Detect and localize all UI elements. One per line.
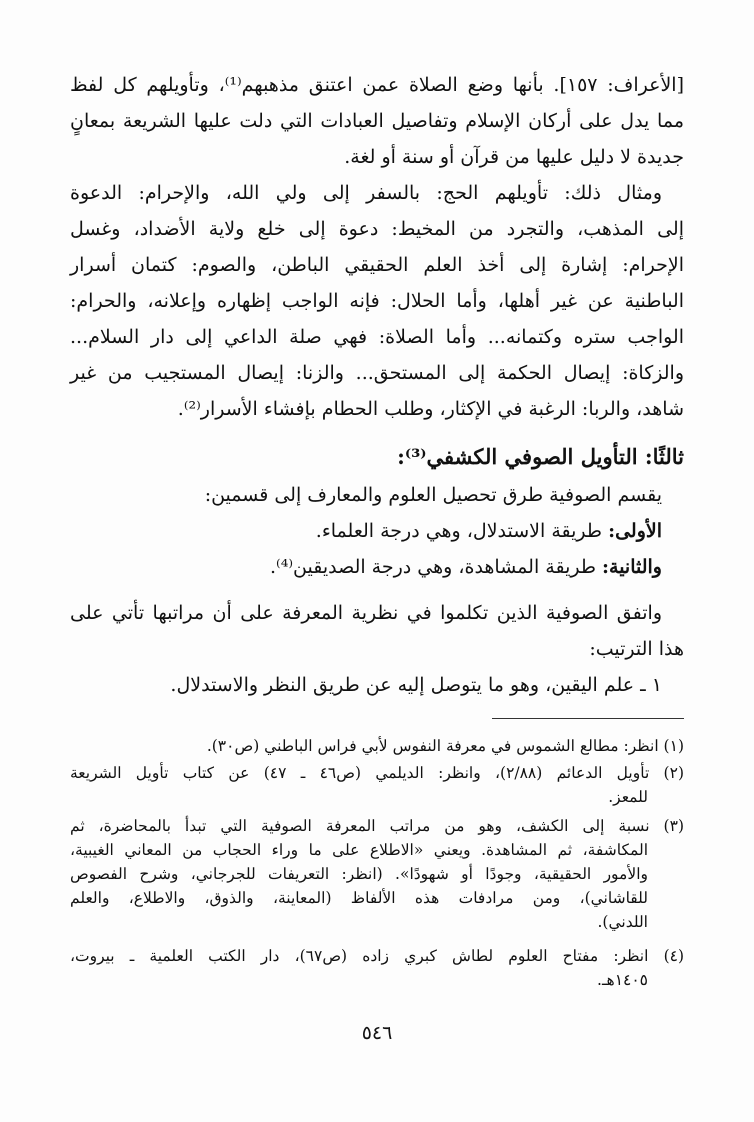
item-label: الأولى: (608, 520, 662, 542)
body-line: الباطنية عن غير أهلها، وأما الحلال: فإنه الواجب إظهاره وإعلانه، والحرام: (70, 290, 684, 312)
body-line: شاهد، والربا: الرغبة في الإكثار، وطلب الحطام بإفشاء الأسرار⁽²⁾. (177, 398, 684, 420)
body-line: هذا الترتيب: (589, 638, 684, 660)
body-line: ومثال ذلك: تأويلهم الحج: بالسفر إلى ولي الله، والإحرام: الدعوة (70, 182, 662, 204)
footnote-1: (١) انظر: مطالع الشموس في معرفة النفوس لأبي فراس الباطني (ص٣٠). (206, 737, 684, 755)
list-item (270, 550, 662, 584)
body-line: واتفق الصوفية الذين تكلموا في نظرية المعرفة على أن مراتبها تأتي على (70, 602, 662, 624)
page-number: ٥٤٦ (361, 1022, 393, 1044)
list-item (316, 514, 662, 548)
footnote-3-cont: المكاشفة، ثم المشاهدة. ويعني «الاطلاع على ما وراء الحجاب من المعاني الغيبية، (70, 841, 648, 859)
footnote-4: (٤) انظر: مفتاح العلوم لطاش كبري زاده (ص٦٧)، دار الكتب العلمية ـ بيروت، (70, 947, 685, 965)
item-text: طريقة المشاهدة، وهي درجة الصديقين⁽⁴⁾. (270, 556, 602, 578)
body-line: يقسم الصوفية طرق تحصيل العلوم والمعارف إلى قسمين: (204, 484, 662, 506)
body-line: والزكاة: إيصال الحكمة إلى المستحق... والزنا: إيصال المستجيب من غير (70, 362, 684, 384)
item-label: والثانية: (602, 556, 662, 578)
list-item: ١ ـ علم اليقين، وهو ما يتوصل إليه عن طريق النظر والاستدلال. (170, 674, 662, 696)
footnote-4-cont: ١٤٠٥هـ. (597, 971, 648, 989)
body-line: الإحرام: إشارة إلى أخذ العلم الحقيقي الباطن، والصوم: كتمان أسرار (70, 254, 684, 276)
footnote-3-cont: والأمور الحقيقية، وجودًا أو شهودًا». (انظر: التعريفات للجرجاني، وشرح الفصوص (70, 865, 648, 883)
footnote-divider (492, 718, 684, 719)
footnote-3-cont: للقاشاني)، ومن مرادفات هذه الألفاظ (المعاينة، والذوق، والاطلاع، والعلم (70, 889, 648, 907)
body-line: جديدة لا دليل عليها من قرآن أو سنة أو لغة. (344, 146, 684, 168)
body-line: الواجب ستره وكتمانه... وأما الصلاة: فهي صلة الداعي إلى دار السلام... (70, 326, 684, 348)
body-line: مما يدل على أركان الإسلام وتفاصيل العبادات التي دلت عليها الشريعة بمعانٍ (70, 110, 684, 132)
footnote-2: (٢) تأويل الدعائم (٢/٨٨)، وانظر: الديلمي (ص٤٦ ـ ٤٧) عن كتاب تأويل الشريعة (70, 764, 684, 782)
footnote-3-cont: اللدني). (597, 913, 648, 931)
footnote-2-cont: للمعز. (608, 788, 648, 806)
body-line: [الأعراف: ١٥٧]. بأنها وضع الصلاة عمن اعتنق مذهبهم⁽¹⁾، وتأويلهم كل لفظ (70, 74, 685, 96)
footnote-3: (٣) نسبة إلى الكشف، وهو من مراتب المعرفة الصوفية التي تبدأ بالمحاضرة، ثم (70, 817, 684, 835)
item-text: طريقة الاستدلال، وهي درجة العلماء. (315, 520, 609, 542)
section-heading: ثالثًا: التأويل الصوفي الكشفي⁽³⁾: (397, 444, 684, 469)
body-line: إلى المذهب، والتجرد من المخيط: دعوة إلى خلع ولاية الأضداد، وغسل (70, 218, 684, 240)
